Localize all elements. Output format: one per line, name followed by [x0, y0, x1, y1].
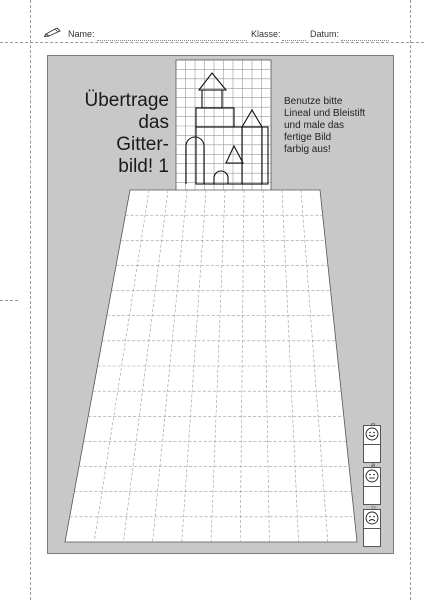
title-line-1: Übertrage [84, 90, 169, 111]
title-line-4: bild! 1 [118, 156, 169, 177]
instruction-line-2: Lineal und Bleistift [284, 108, 366, 119]
class-label: Klasse: [251, 29, 281, 39]
rating-box-neutral[interactable] [363, 467, 381, 505]
smiley-happy-icon [365, 427, 379, 441]
rating-box-sad[interactable] [363, 509, 381, 547]
title-line-2: das [138, 112, 169, 133]
rating-box-happy[interactable] [363, 425, 381, 463]
smiley-sad-icon [365, 511, 379, 525]
date-label: Datum: [310, 29, 340, 39]
name-label: Name: [68, 29, 95, 39]
instruction-line-4: fertige Bild [284, 132, 332, 143]
title-line-3: Gitter- [116, 134, 169, 155]
instruction-line-1: Benutze bitte [284, 96, 343, 107]
instruction-line-5: farbig aus! [284, 144, 331, 155]
instruction-line-3: und male das [284, 120, 345, 131]
smiley-neutral-icon [365, 469, 379, 483]
